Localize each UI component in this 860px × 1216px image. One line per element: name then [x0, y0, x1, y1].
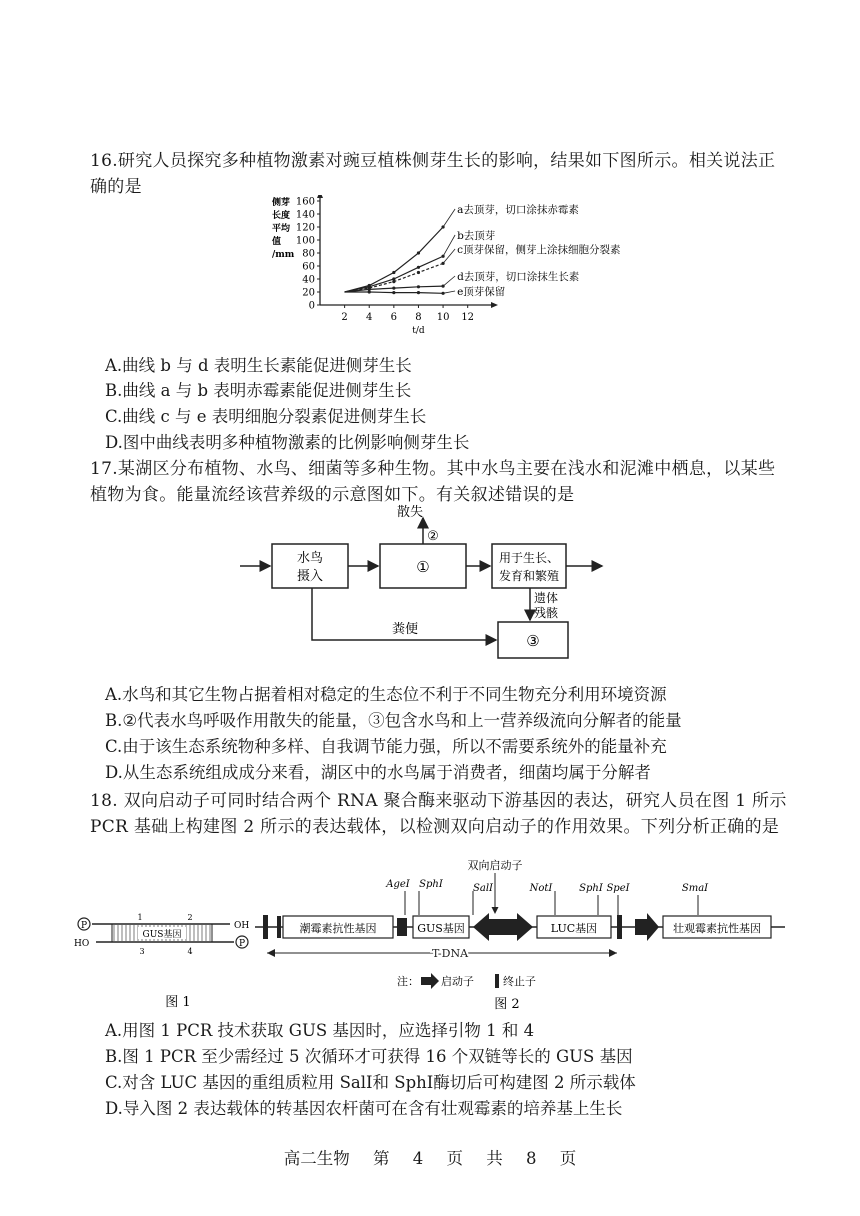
- box-intake-line1: 水鸟: [296, 551, 324, 566]
- x-tick-label: 8: [415, 312, 422, 323]
- y-tick-label: 160: [295, 196, 315, 208]
- fig2-site-not1: NotⅠ: [529, 883, 553, 894]
- fig2-site-sph1-b: SphⅠ: [579, 883, 603, 894]
- fig2-site-sph1-a: SphⅠ: [419, 879, 443, 890]
- label-2: ②: [427, 529, 439, 544]
- series-label: e顶芽保留: [457, 286, 506, 298]
- fig2-hyg-gene: 潮霉素抗性基因: [299, 922, 377, 935]
- q17-option-d: D.从生态系统组成成分来看，湖区中的水鸟属于消费者，细菌均属于分解者: [105, 763, 651, 782]
- series-label: a去顶芽，切口涂抹赤霉素: [457, 204, 579, 216]
- q17-energy-flow-diagram: [230, 500, 610, 675]
- fig2-bidirectional-label: 双向启动子: [467, 859, 523, 872]
- data-point: [392, 291, 395, 294]
- y-tick-label: 20: [302, 287, 315, 299]
- data-point: [417, 251, 420, 254]
- q16-option-a: A.曲线 b 与 d 表明生长素能促进侧芽生长: [105, 356, 412, 375]
- y-tick-label: 0: [308, 300, 315, 312]
- data-point: [417, 291, 420, 294]
- q17-stem-line2: 植物为食。能量流经该营养级的示意图如下。有关叙述错误的是: [90, 485, 575, 505]
- fig1-gus-label: GUS基因: [142, 930, 182, 940]
- series-leader: [443, 291, 455, 293]
- fig1-primer-4: 4: [187, 947, 193, 956]
- label-remains-1: 遗体: [533, 591, 559, 605]
- fig1-p-mark-left: P: [80, 921, 88, 931]
- x-tick-label: 10: [436, 312, 450, 323]
- data-point: [441, 255, 444, 258]
- series-leader: [443, 249, 455, 263]
- q16-option-c: C.曲线 c 与 e 表明细胞分裂素促进侧芽生长: [105, 407, 427, 426]
- x-axis-label: t/d: [412, 326, 425, 335]
- box-intake-line2: 摄入: [296, 569, 324, 584]
- q17-option-b: B.②代表水鸟呼吸作用散失的能量，③包含水鸟和上一营养级流向分解者的能量: [105, 711, 682, 730]
- q18-option-d: D.导入图 2 表达载体的转基因农杆菌可在含有壮观霉素的培养基上生长: [105, 1099, 623, 1118]
- y-tick-label: 80: [302, 248, 315, 260]
- fig2-tdna: T-DNA: [431, 947, 469, 960]
- q16-option-d: D.图中曲线表明多种植物激素的比例影响侧芽生长: [105, 433, 470, 452]
- q16-option-b: B.曲线 a 与 b 表明赤霉素能促进侧芽生长: [105, 381, 412, 400]
- y-axis-label-line: 值: [272, 237, 282, 247]
- data-point: [368, 290, 371, 293]
- q16-stem-line2: 确的是: [90, 177, 142, 197]
- q16-line-chart: [270, 195, 690, 335]
- data-point: [392, 280, 395, 283]
- fig1-primer-3: 3: [139, 947, 145, 956]
- y-axis-label-line: 平均: [272, 224, 291, 234]
- y-tick-label: 120: [295, 222, 315, 234]
- fig2-luc-gene: LUC基因: [550, 922, 598, 935]
- y-tick-label: 40: [302, 274, 315, 286]
- q18-stem-line2: PCR 基础上构建图 2 所示的表达载体，以检测双向启动子的作用效果。下列分析正确的是: [90, 817, 780, 837]
- fig1-ho-mark: HO: [74, 939, 90, 949]
- fig2-kan-gene: 壮观霉素抗性基因: [673, 922, 761, 935]
- q18-option-c: C.对含 LUC 基因的重组质粒用 SalⅠ和 SphⅠ酶切后可构建图 2 所示载体: [105, 1073, 636, 1092]
- x-tick-label: 2: [341, 312, 348, 323]
- q17-stem-line1: 17.某湖区分布植物、水鸟、细菌等多种生物。其中水鸟主要在浅水和泥滩中栖息，以某些: [90, 459, 776, 479]
- series-label: b去顶芽: [457, 230, 496, 242]
- y-tick-label: 60: [302, 261, 315, 273]
- fig2-site-sma1: SmaⅠ: [681, 883, 709, 894]
- y-axis-arrow: [317, 195, 323, 198]
- y-tick-label: 100: [295, 235, 315, 247]
- y-axis-label-line: 侧芽: [272, 198, 291, 208]
- fig2-site-sal1: SalⅠ: [473, 883, 493, 894]
- label-feces: 粪便: [391, 622, 419, 637]
- data-point: [392, 271, 395, 274]
- q18-stem-line1: 18. 双向启动子可同时结合两个 RNA 聚合酶来驱动下游基因的表达，研究人员在图 1 所示: [90, 791, 787, 811]
- q17-option-c: C.由于该生态系统物种多样、自我调节能力强，所以不需要系统外的能量补充: [105, 737, 667, 756]
- fig1-caption: 图 1: [165, 995, 191, 1010]
- q18-figure-2: [255, 855, 790, 1015]
- box-1-label: ①: [416, 558, 430, 576]
- x-tick-label: 4: [366, 312, 373, 323]
- y-axis-label-line: /mm: [272, 250, 295, 260]
- page-footer: 高二生物 第 4 页 共 8 页: [283, 1149, 577, 1168]
- fig2-caption: 图 2: [494, 997, 520, 1012]
- y-axis-label-line: 长度: [272, 211, 291, 221]
- series-leader: [443, 209, 455, 227]
- box-growth-line2: 发育和繁殖: [498, 569, 560, 583]
- label-remains-2: 残骸: [533, 606, 559, 620]
- fig1-primer-2: 2: [187, 913, 193, 922]
- data-point: [417, 285, 420, 288]
- q17-option-a: A.水鸟和其它生物占据着相对稳定的生态位不利于不同生物充分利用环境资源: [105, 685, 667, 704]
- fig2-note-terminator: 终止子: [503, 975, 536, 988]
- data-point: [392, 287, 395, 290]
- x-tick-label: 6: [390, 312, 398, 323]
- q18-option-a: A.用图 1 PCR 技术获取 GUS 基因时，应选择引物 1 和 4: [105, 1021, 535, 1040]
- data-point: [417, 266, 420, 269]
- fig1-p-mark-right: P: [238, 939, 246, 949]
- series-label: d去顶芽，切口涂抹生长素: [457, 271, 580, 283]
- fig1-oh-mark: OH: [234, 921, 250, 931]
- q16-stem-line1: 16.研究人员探究多种植物激素对豌豆植株侧芽生长的影响，结果如下图所示。相关说法正: [90, 151, 776, 171]
- x-axis-arrow: [491, 302, 498, 308]
- fig1-primer-1: 1: [137, 913, 143, 922]
- fig2-gus-gene: GUS基因: [417, 922, 465, 935]
- fig2-note-promoter: 启动子: [441, 975, 474, 988]
- fig2-site-age1: AgeⅠ: [386, 879, 410, 890]
- series-leader: [443, 235, 455, 256]
- q18-figure-1: [70, 900, 260, 1010]
- label-loss: 散失: [396, 505, 424, 520]
- y-tick-label: 140: [295, 209, 315, 221]
- series-leader: [443, 276, 455, 286]
- q18-option-b: B.图 1 PCR 至少需经过 5 次循环才可获得 16 个双链等长的 GUS 基因: [105, 1047, 633, 1066]
- x-tick-label: 12: [461, 312, 475, 323]
- box-3-label: ③: [526, 632, 540, 650]
- data-point: [417, 271, 420, 274]
- fig2-note-prefix: 注：: [397, 975, 419, 988]
- fig2-site-spe1: SpeⅠ: [606, 883, 630, 894]
- box-growth-line1: 用于生长、: [498, 551, 560, 565]
- series-label: c顶芽保留，侧芽上涂抹细胞分裂素: [457, 244, 621, 256]
